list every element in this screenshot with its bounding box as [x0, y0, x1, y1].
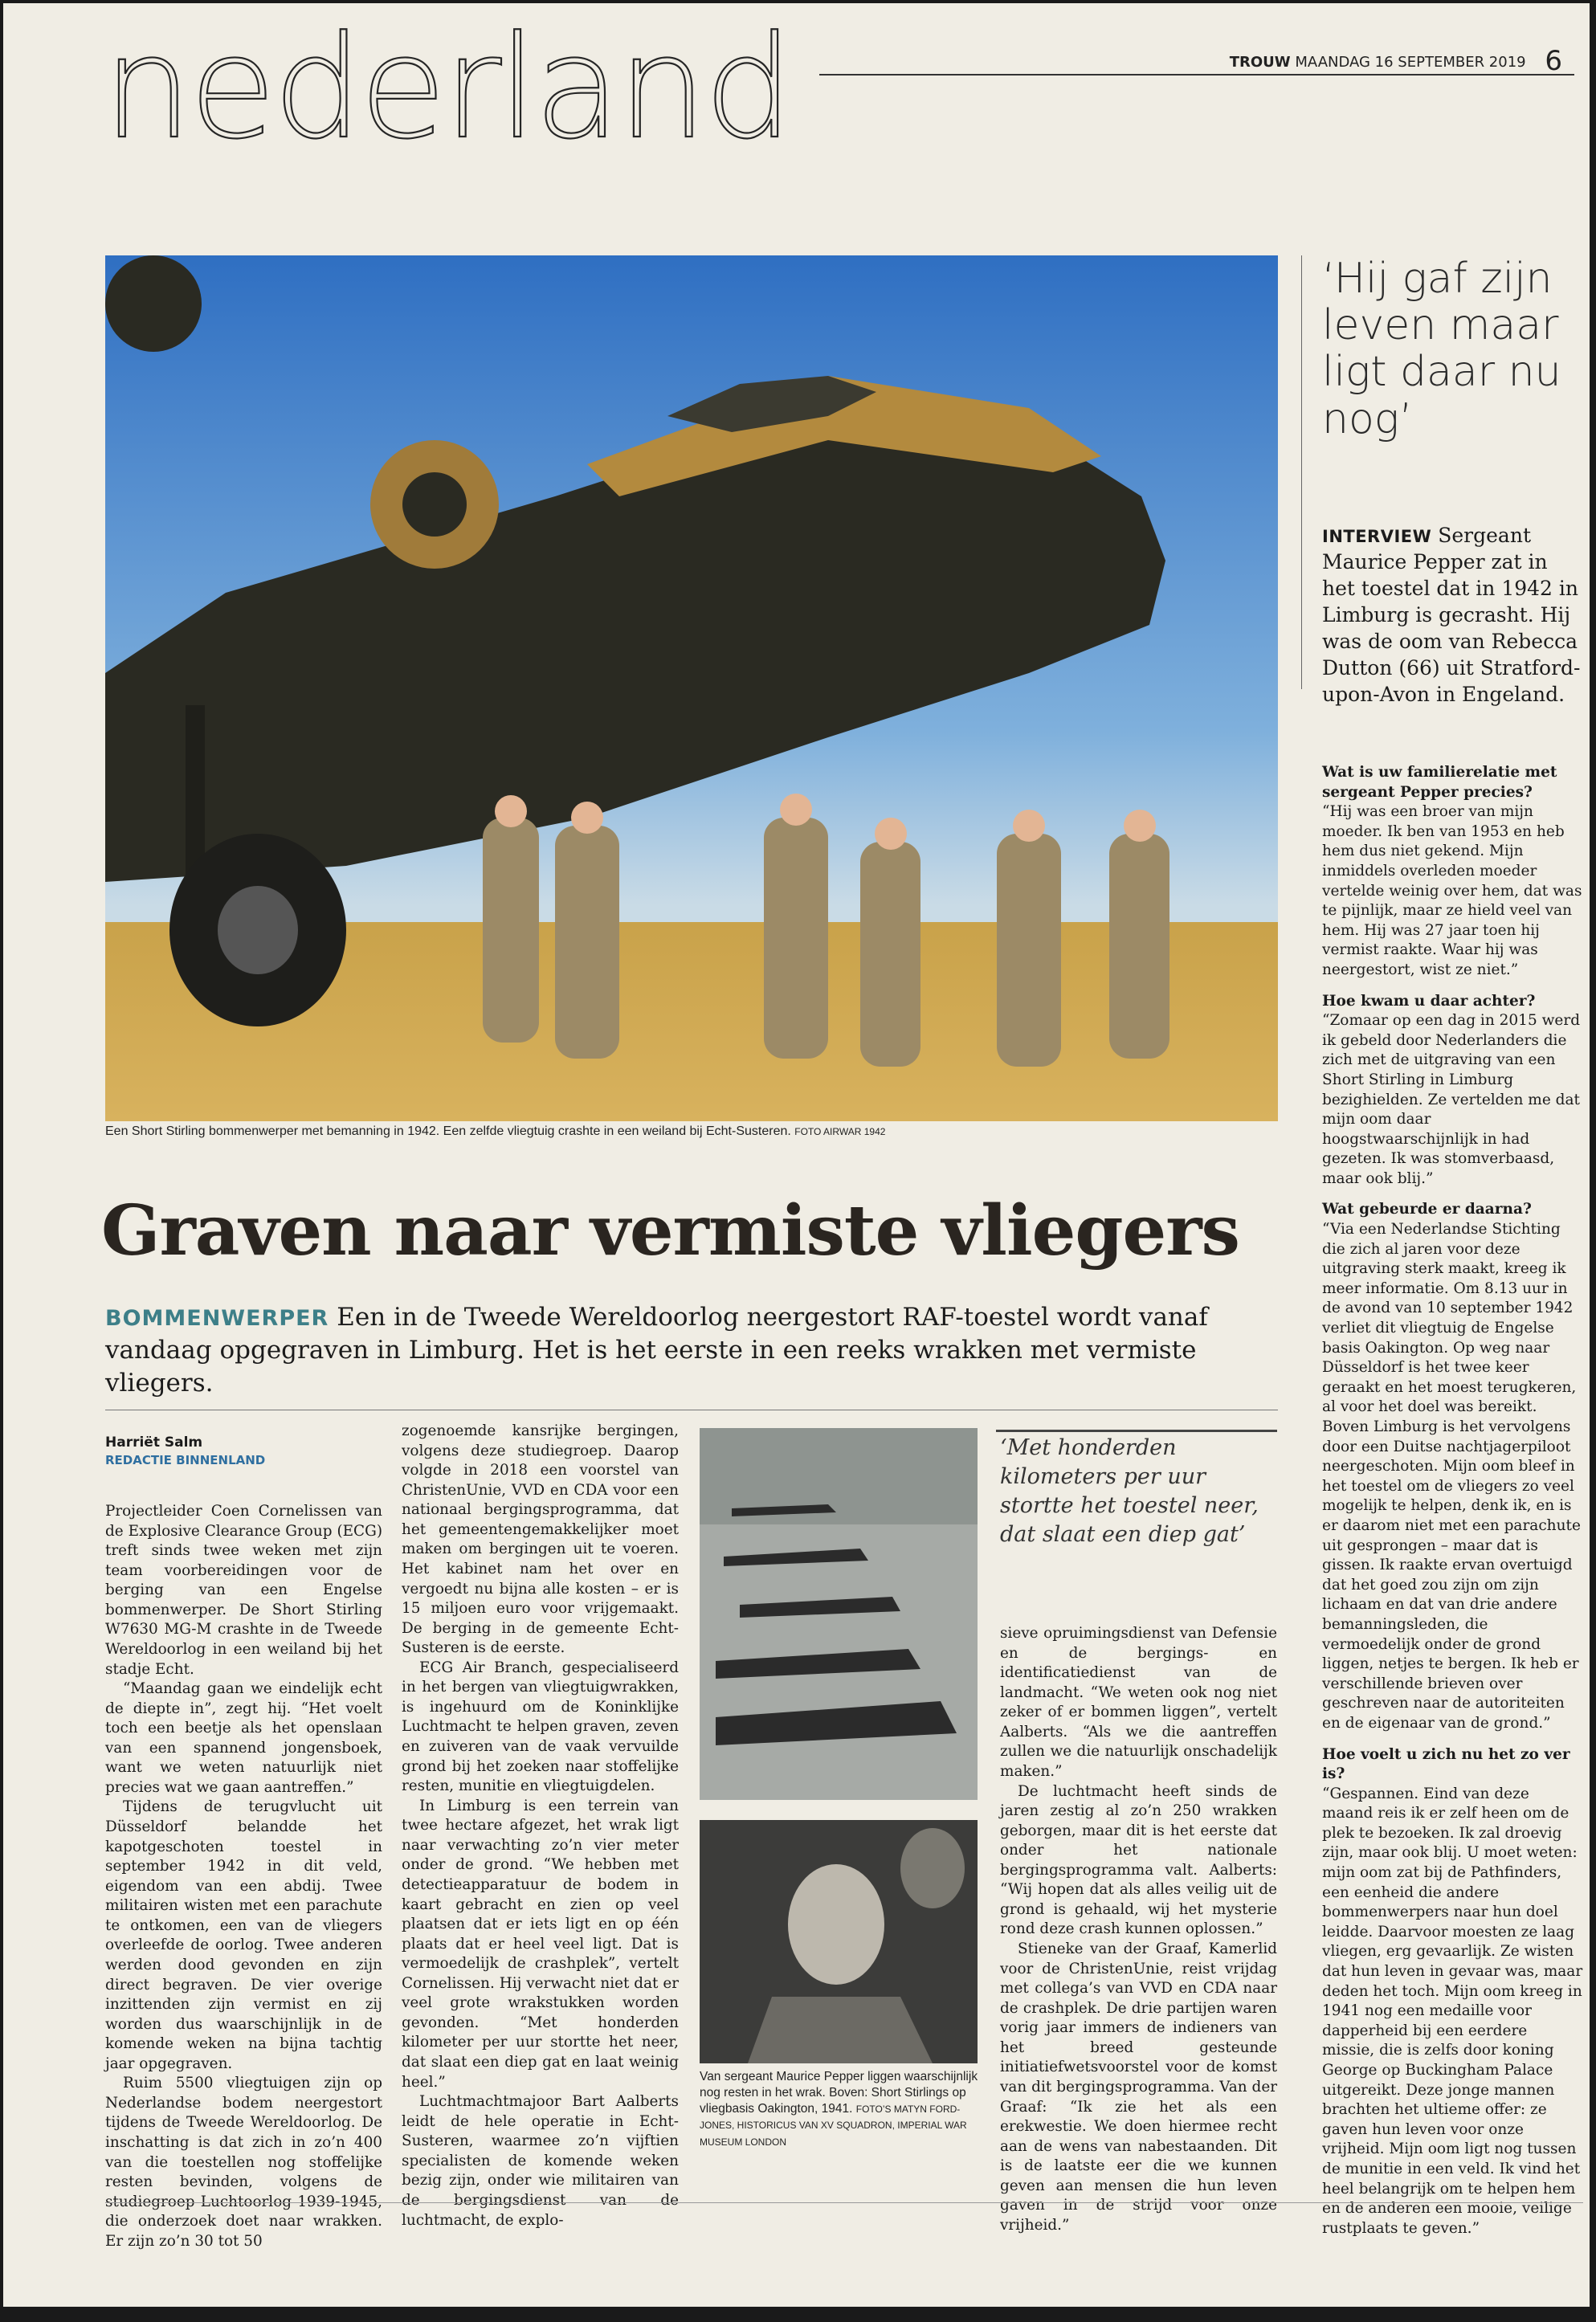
small-photo-credit: FOTO’S MATYN FORD-JONES, HISTORICUS VAN XV SQUADRON, IMPERIAL WAR MUSEUM LONDON [700, 2104, 967, 2148]
page-number: 6 [1545, 45, 1562, 77]
bottom-rule [105, 2202, 1583, 2203]
article-headline: Graven naar vermiste vliegers [101, 1190, 1239, 1271]
bomber-photo [105, 255, 1278, 1121]
qa-item: Wat gebeurde er daarna? “Via een Nederlandse Stichting die zich al jaren voor deze uitgraving sterk maakt, kreeg ik meer informatie. Om 8.13 uur in de avond van 10 september 1942 verliet dit vliegtuig de Engelse basis Oakington. Op weg naar Düsseldorf is het twee keer geraakt en het moest terugkeren, al voor het doel was bereikt. Boven Limburg is het vervolgens door een Duitse nachtjagerpiloot neergeschoten. Mijn oom bleef in het toestel om de vliegers zo veel mogelijk te helpen, denk ik, en is er daarom niet met een parachute uit gesprongen – maar dat is gissen. Ik raakte ervan overtuigd dat het goed zou zijn om zijn lichaam en dat van drie andere bemanningsleden, die vermoedelijk onder de grond liggen, netjes te bergen. Ik heb er verschillende brieven over geschreven naar de autoriteiten en de eigenaar van de grond.” [1322, 1201, 1581, 1732]
issue-date: MAANDAG 16 SEPTEMBER 2019 [1295, 54, 1526, 71]
article-column-1: Projectleider Coen Cornelissen van de Explosive Clearance Group (ECG) treft sinds twee weken met zijn team voorbereidingen voor de berging van een Engelse bommenwerper. De Short Stirling W7630 MG-M crashte in de Tweede Wereldoorlog in een weiland bij het stadje Echt. “Maandag gaan we eindelijk echt de diepte in”, zegt hij. “Het voelt toch een beetje als het openslaan van een spannend jongensboek, want we weten natuurlijk niet precies wat we gaan aantreffen.” Tijdens de terugvlucht uit Düsseldorf belandde het kapotgeschoten toestel in september 1942 in dit veld, eigendom van een abdij. Twee militairen wisten met een parachute te ontkomen, een van de vliegers overleefde de oorlog. Twee anderen werden dood gevonden en zijn direct begraven. De vier overige inzittenden zijn vermist en zij worden dus waarschijnlijk in de komende weken na bijna tachtig jaar opgegraven. Ruim 5500 vliegtuigen zijn op Nederlandse bodem neergestort tijdens de Tweede Wereldoorlog. De inschatting is dat zich in zo’n 400 van die toestellen nog stoffelijke resten bevinden, volgens de studiegroep Luchtoorlog 1939-1945, die onderzoek doet naar wrakken. Er zijn zo’n 30 tot 50 [105, 1503, 382, 2250]
section-title: nederland [103, 6, 791, 170]
byline [105, 1434, 265, 1468]
pepper-portrait [700, 1820, 978, 2063]
masthead [1230, 45, 1562, 77]
qa-item: Hoe voelt u zich nu het zo ver is? “Gespannen. Eind van deze maand reis ik er zelf heen om de plek te bezoeken. Ik zal droevig zijn, maar ook blij. U moet weten: mijn oom zat bij de Pathfinders, een eenheid die andere bommenwerpers naar hun doel leidde. Daarvoor moesten ze laag vliegen, erg gevaarlijk. Ze wisten dat hun leven in gevaar was, maar deden het toch. Mijn oom kreeg in 1941 nog een medaille voor dapperheid bij een eerdere missie, die is zelfs door koning George op Buckingham Palace uitgereikt. Deze jonge mannen brachten het ultieme offer: ze gaven hun leven voor onze vrijheid. Mijn oom ligt nog tussen de munitie in een veld. Ik vind het heel belangrijk om te helpen hem en de anderen een mooie, veilige rustplaats te geven.” [1322, 1745, 1583, 2237]
interview-qa [1322, 763, 1584, 2250]
interview-intro: INTERVIEW Sergeant Maurice Pepper zat in het toestel dat in 1942 in Limburg is gecrasht. Hij was de oom van Rebecca Dutton (66) uit Stratford-upon-Avon in Engeland. [1322, 524, 1581, 706]
intro-kicker: BOMMENWERPER [105, 1306, 329, 1331]
qa-item: Hoe kwam u daar achter? “Zomaar op een dag in 2015 werd ik gebeld door Nederlanders die zich met de uitgraving van een Short Stirling in Limburg bezighielden. Ze vertelden me dat mijn oom daar hoogstwaarschijnlijk in had gezeten. Ik was stomverbaasd, maar ook blij.” [1322, 992, 1581, 1187]
sidebar-quote: ‘Hij gaf zijn leven maar ligt daar nu nog’ [1322, 255, 1561, 443]
author-desk: REDACTIE BINNENLAND [105, 1452, 266, 1467]
qa-item: Wat is uw familierelatie met sergeant Pepper precies? “Hij was een broer van mijn moeder. Ik ben van 1953 en heb hem dus niet gekend. Mijn inmiddels overleden moeder vertelde weinig over hem, dat was te pijnlijk, maar ze hield veel van hem. Hij was 27 jaar toen hij vermist raakte. Waar hij was neergestort, wist ze niet.” [1322, 764, 1582, 978]
article-column-2: zogenoemde kansrijke bergingen, volgens deze studiegroep. Daarop volgde in 2018 een voorstel van ChristenUnie, VVD en CDA voor een nationaal bergingsprogramma, dat het gemeentengemakkelijker moet maken om bergingen uit te voeren. Het kabinet nam het over en vergoedt nu bijna alle kosten – er is 15 miljoen euro voor vrijgemaakt. De berging in de gemeente Echt-Susteren is de eerste. ECG Air Branch, gespecialiseerd in het bergen van vliegtuigwrakken, is ingehuurd om de Koninklijke Luchtmacht te helpen graven, zeven en zuiveren van de vaak vervuilde grond bij het zoeken naar stoffelijke resten, munitie en vliegtuigdelen. In Limburg is een terrein van twee hectare afgezet, het wrak ligt naar verwachting zo’n vier meter onder de grond. “We hebben met detectieapparatuur de bodem in kaart gebracht en zien op veel plaatsen dat er iets ligt en op één plaats dat er heel veel ligt. Dat is vermoedelijk de crashplek”, vertelt Cornelissen. Hij verwacht niet dat er veel grote wrakstukken worden gevonden. “Met honderden kilometer per uur stortte het neer, dat slaat een diep gat en laat weinig heel.” Luchtmachtmajoor Bart Aalberts leidt de hele operatie in Echt-Susteren, waarmee zo’n vijftien specialisten de komende weken bezig zijn, onder wie militairen van de bergingsdienst van de luchtmacht, de explo- [402, 1422, 679, 2229]
paper-name: TROUW [1229, 54, 1291, 71]
photo-credit: FOTO AIRWAR 1942 [794, 1126, 886, 1137]
main-photo-caption: Een Short Stirling bommenwerper met bemanning in 1942. Een zelfde vliegtuig crashte in een weiland bij Echt-Susteren. FOTO AIRWAR 1942 [105, 1124, 886, 1138]
stirlings-photo [700, 1428, 978, 1800]
author-name: Harriët Salm [105, 1434, 203, 1451]
sidebar-rule [1301, 255, 1302, 689]
article-intro: BOMMENWERPER Een in de Tweede Wereldoorlog neergestort RAF-toestel wordt vanaf vandaag opgegraven in Limburg. Het is het eerste in een reeks wrakken met vermiste vliegers. [105, 1303, 1208, 1398]
pullquote-rule [996, 1430, 1277, 1432]
article-column-4: sieve opruimingsdienst van Defensie en de bergings- en identificatiedienst van de landmacht. “We weten ook nog niet zeker of er bommen liggen”, vertelt Aalberts. “Als we die aantreffen zullen we die natuurlijk onschadelijk maken.” De luchtmacht heeft sinds de jaren zestig al zo’n 250 wrakken geborgen, maar dit is het eerste dat onder het nationale bergingsprogramma valt. Aalberts: “Wij hopen dat als alles veilig uit de grond is gehaald, wij het mysterie rond deze crash kunnen oplossen.” Stieneke van der Graaf, Kamerlid voor de ChristenUnie, reist vrijdag met collega’s van VVD en CDA naar de crashplek. De drie partijen waren vorig jaar immers de indieners van het breed gesteunde initiatiefwetsvoorstel voor de komst van dit bergingsprogramma. Van der Graaf: “Ik zie het als een erekwestie. We doen hiermee recht aan de wens van nabestaanden. Dit is de laatste eer die we kunnen geven aan mensen die hun leven gaven in de strijd voor onze vrijheid.” [1000, 1625, 1277, 2234]
pullquote: ‘Met honderden kilometers per uur stortte het toestel neer, dat slaat een diep gat’ [1000, 1435, 1259, 1547]
interview-kicker: INTERVIEW [1322, 527, 1432, 546]
small-photo-caption: Van sergeant Maurice Pepper liggen waarschijnlijk nog resten in het wrak. Boven: Short Stirlings op vliegbasis Oakington, 1941. FOTO’S MATYN FORD-JONES, HISTORICUS VAN XV SQUADRON, IMPERIAL WAR MUSEUM LONDON [700, 2070, 978, 2148]
